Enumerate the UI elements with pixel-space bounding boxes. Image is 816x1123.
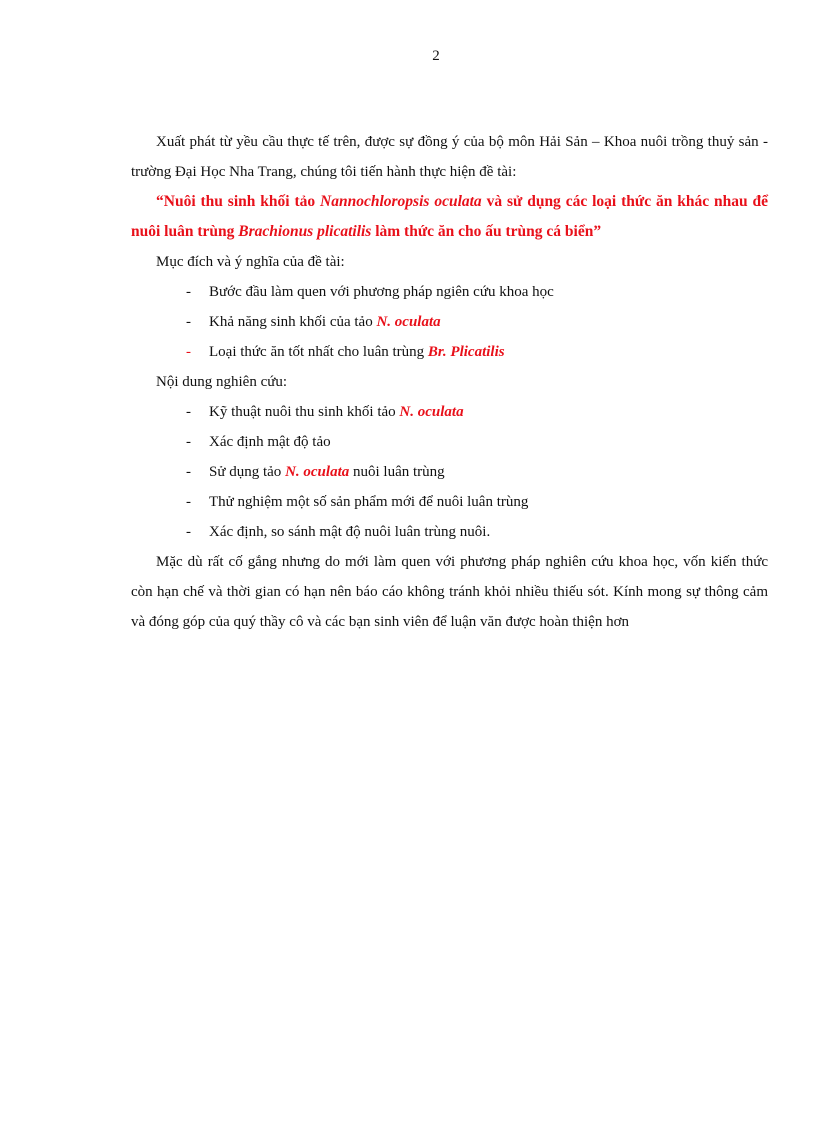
research-heading: Nội dung nghiên cứu: — [156, 374, 288, 390]
thesis-title — [131, 187, 768, 247]
list-item — [131, 487, 768, 517]
list-item — [131, 277, 768, 307]
list-item — [131, 337, 768, 367]
list-dash: - — [186, 284, 191, 300]
list-dash: - — [186, 434, 191, 450]
list-item-text: Sử dụng tảo — [209, 464, 286, 480]
title-part-3: làm thức ăn cho ấu trùng cá biển” — [371, 223, 602, 240]
purpose-heading: Mục đích và ý nghĩa của đề tài: — [156, 254, 345, 270]
title-part-1: “Nuôi thu sinh khối tảo — [156, 193, 321, 210]
list-item-text: Khả năng sinh khối của tảo — [209, 314, 377, 330]
list-item-text: Bước đầu làm quen với phương pháp ngiên cứu khoa học — [209, 284, 554, 300]
research-list — [131, 397, 768, 547]
list-item-text: Thử nghiệm một số sản phẩm mới để nuôi luân trùng — [209, 494, 529, 510]
list-item-text: Kỹ thuật nuôi thu sinh khối tảo — [209, 404, 400, 420]
list-item — [131, 307, 768, 337]
list-dash: - — [186, 494, 191, 510]
document-body — [131, 127, 768, 637]
list-item — [131, 457, 768, 487]
list-dash: - — [186, 404, 191, 420]
list-item-text: Xác định, so sánh mật độ nuôi luân trùng nuôi. — [209, 524, 491, 540]
list-item-text-after: nuôi luân trùng — [349, 464, 445, 480]
purpose-list — [131, 277, 768, 367]
title-species-nannochloropsis: Nannochloropsis oculata — [320, 193, 482, 210]
list-dash: - — [186, 314, 191, 330]
list-item-text: Xác định mật độ tảo — [209, 434, 331, 450]
list-item — [131, 427, 768, 457]
list-item — [131, 517, 768, 547]
species-highlight: N. oculata — [399, 404, 464, 420]
list-dash: - — [186, 344, 191, 360]
species-highlight: N. oculata — [285, 464, 350, 480]
page-number: 2 — [432, 48, 440, 64]
list-dash: - — [186, 464, 191, 480]
species-highlight: N. oculata — [376, 314, 441, 330]
closing-paragraph: Mặc dù rất cố gắng nhưng do mới làm quen với phương pháp nghiên cứu khoa học, vốn kiến thức còn hạn chế và thời gian có hạn nên báo cáo không tránh khỏi nhiều thiếu sót. Kính mong sự thông cảm và đóng góp của quý thầy cô và các bạn sinh viên để luận văn được hoàn thiện hơn — [131, 554, 768, 630]
title-species-brachionus: Brachionus plicatilis — [238, 223, 372, 240]
species-highlight: Br. Plicatilis — [427, 344, 505, 360]
list-item-text: Loại thức ăn tốt nhất cho luân trùng — [209, 344, 428, 360]
list-item — [131, 397, 768, 427]
list-dash: - — [186, 524, 191, 540]
title-part-2: và sử dụng các loại thức ăn khác nhau để nuôi luân trùng — [131, 193, 768, 240]
intro-paragraph: Xuất phát từ yều cầu thực tế trên, được sự đồng ý của bộ môn Hải Sản – Khoa nuôi trồng thuỷ sản - trường Đại Học Nha Trang, chúng tôi tiến hành thực hiện đề tài: — [131, 134, 768, 180]
